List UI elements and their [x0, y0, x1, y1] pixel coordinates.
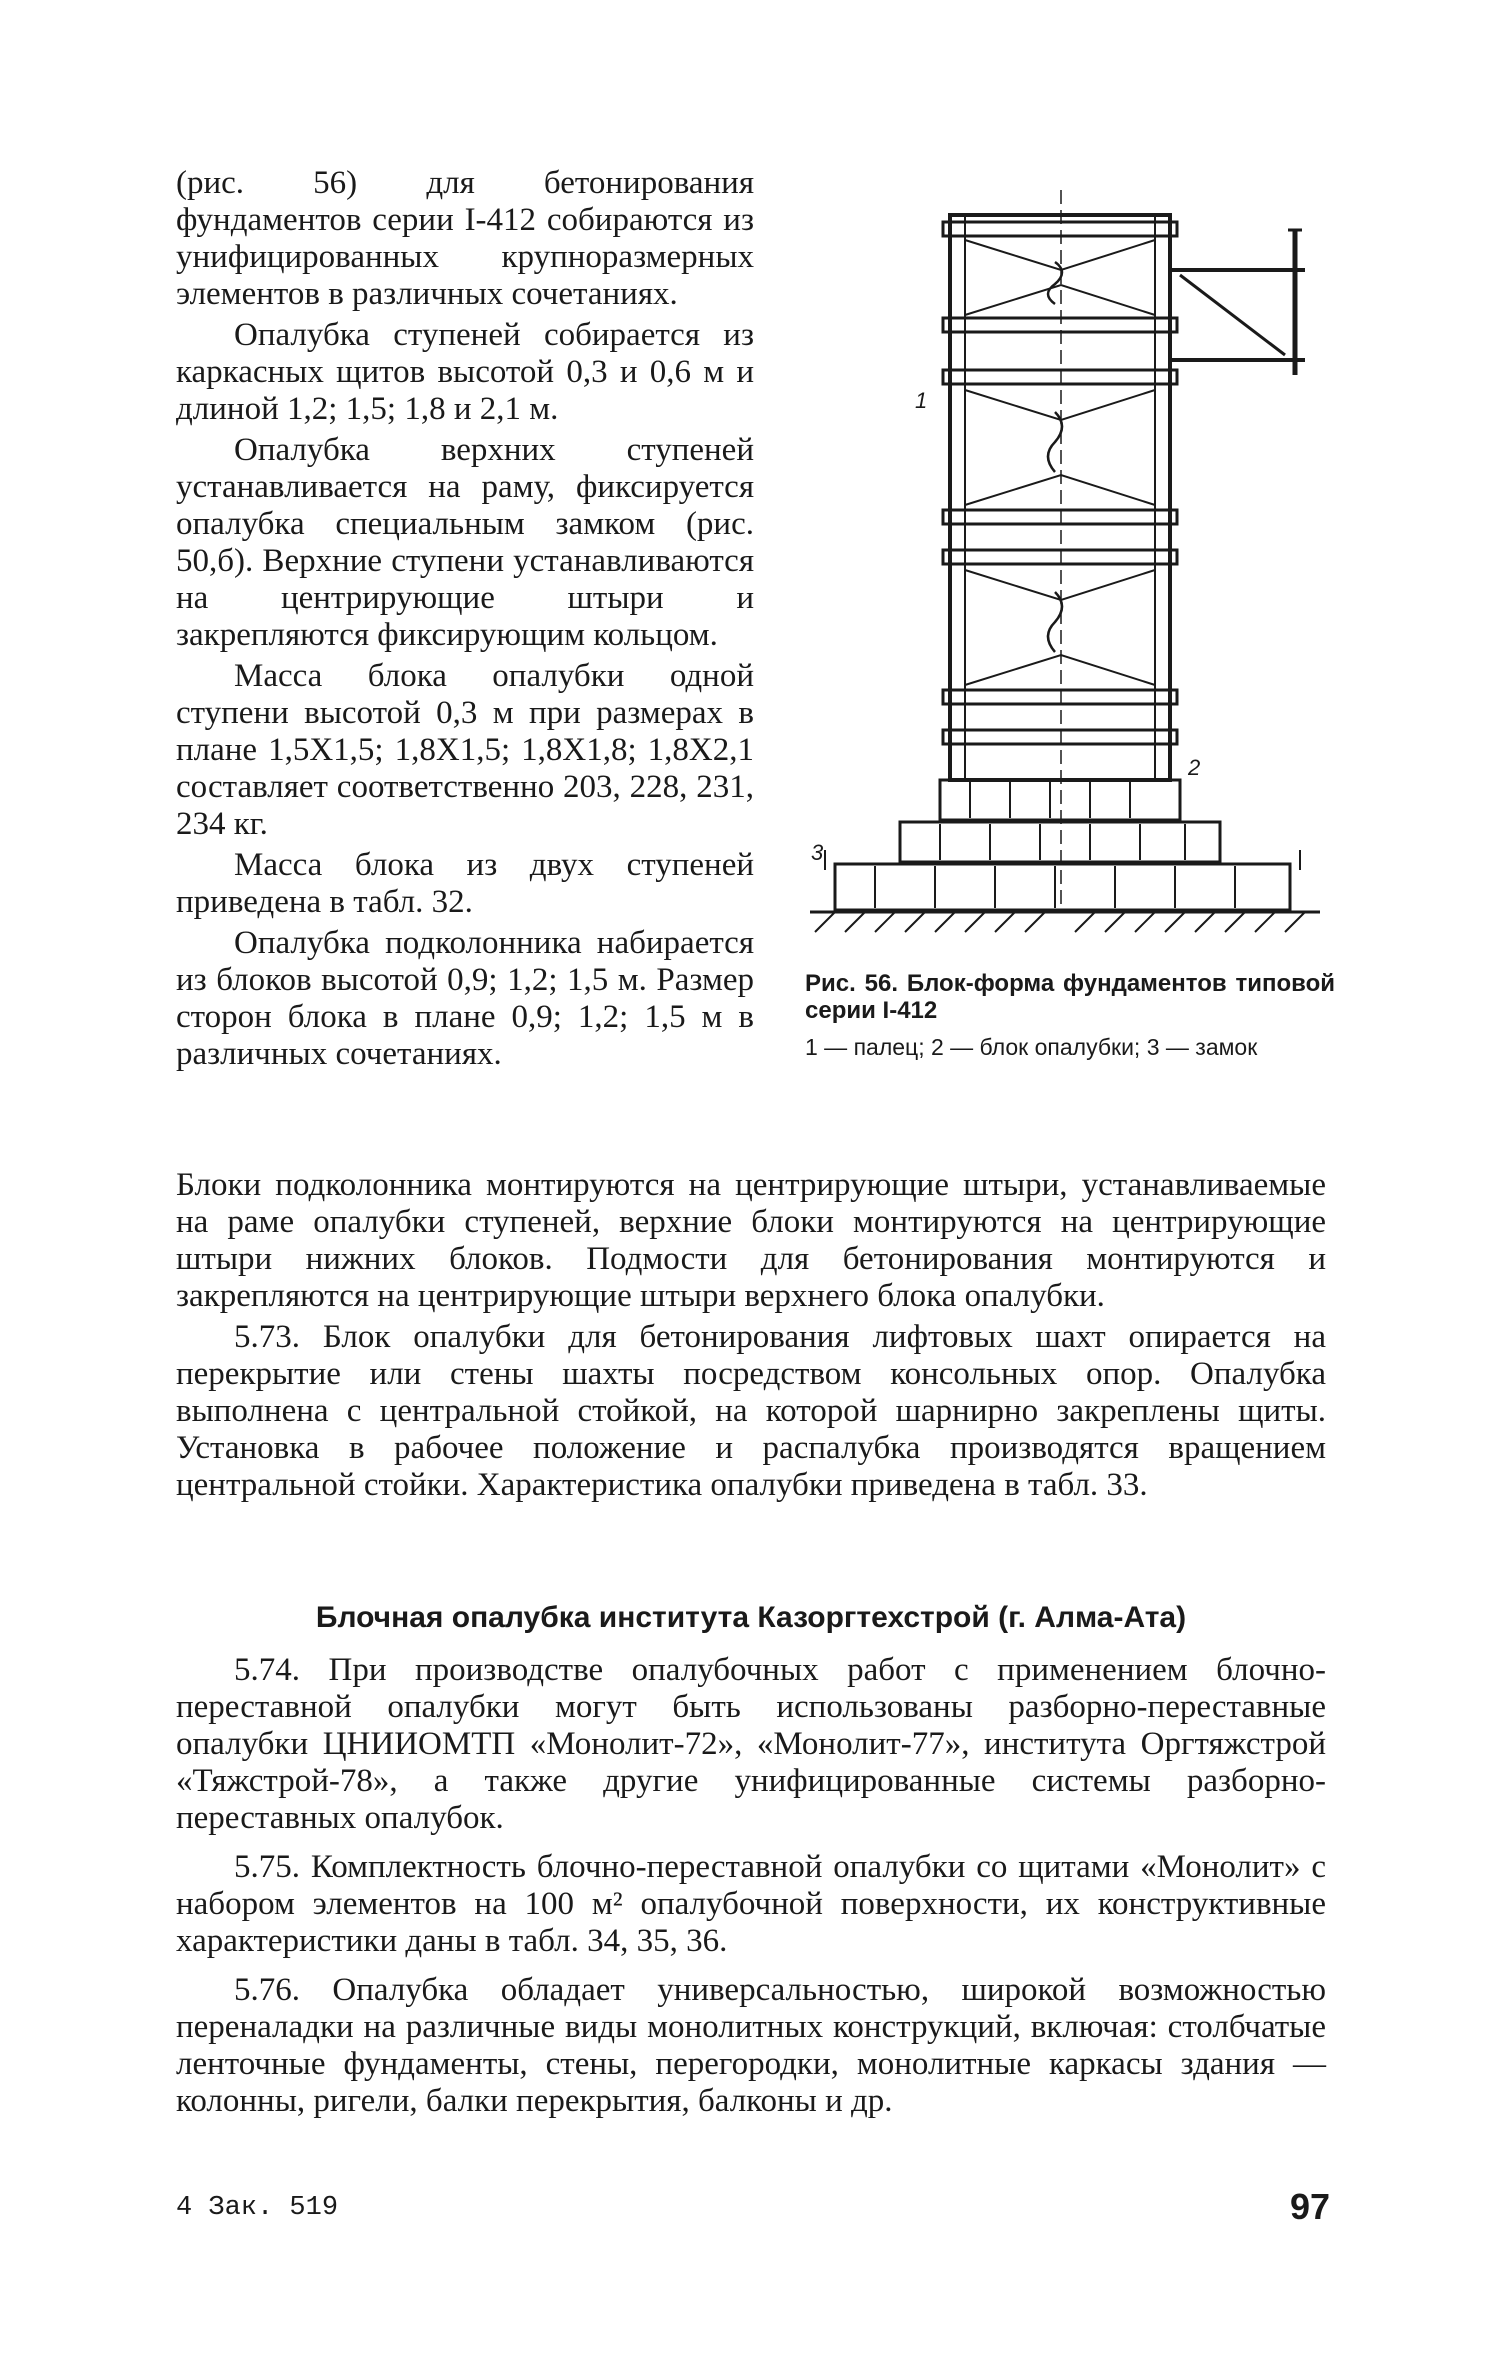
callout-1: 1 [915, 388, 928, 413]
order-note: 4 Зак. 519 [176, 2193, 339, 2223]
paragraph: Масса блока опалубки одной ступени высотой 0,3 м при размерах в плане 1,5Х1,5; 1,8Х1,5; 1,8Х1,8; 1,8Х2,1 составляет соответственно 203, 228, 231, 234 кг. [176, 658, 754, 842]
callout-3: 3 [811, 840, 824, 865]
body-text [176, 1167, 1326, 1504]
section-heading: Блочная опалубка института Казоргтехстрой (г. Алма-Ата) [315, 1601, 1187, 1634]
paragraph: 5.76. Опалубка обладает универсальностью, широкой возможностью переналадки на различные виды монолитных конструкций, включая: столбчатые ленточные фундаменты, стены, перегородки, монолитные каркасы здания — колонны, ригели, балки перекрытия, балконы и др. [176, 1972, 1326, 2119]
formwork-drawing [805, 170, 1325, 940]
page-number: 97 [1290, 2186, 1331, 2227]
paragraph: 5.75. Комплектность блочно-переставной опалубки со щитами «Монолит» с набором элементов на 100 м² опалубочной поверхности, их конструктивные характеристики даны в табл. 34, 35, 36. [176, 1849, 1326, 1959]
paragraph: Опалубка подколонника набирается из блоков высотой 0,9; 1,2; 1,5 м. Размер сторон блока в плане 0,9; 1,2; 1,5 м в различных сочетаниях. [176, 925, 754, 1072]
section-text [176, 1652, 1326, 2120]
paragraph: (рис. 56) для бетонирования фундаментов серии I-412 собираются из унифицированных крупноразмерных элементов в различных сочетаниях. [176, 165, 754, 312]
formwork-block-figure [805, 170, 1325, 940]
caption-legend: 1 — палец; 2 — блок опалубки; 3 — замок [805, 1034, 1258, 1060]
paragraph: Масса блока из двух ступеней приведена в табл. 32. [176, 847, 754, 920]
paragraph: 5.73. Блок опалубки для бетонирования лифтовых шахт опирается на перекрытие или стены шахты посредством консольных опор. Опалубка выполнена с центральной стойкой, на которой шарнирно закреплены щиты. Установка в рабочее положение и распалубка производятся вращением центральной стойки. Характеристика опалубки приведена в табл. 33. [176, 1319, 1326, 1503]
paragraph: 5.74. При производстве опалубочных работ с применением блочно-переставной опалубки могут быть использованы разборно-переставные опалубки ЦНИИОМТП «Монолит-72», «Монолит-77», института Оргтяжстрой «Тяжстрой-78», а также другие унифицированные системы разборно-переставных опалубок. [176, 1652, 1326, 1836]
caption-title: Рис. 56. Блок-форма фундаментов типовой серии I-412 [805, 970, 1335, 1024]
left-column-text [176, 165, 754, 1073]
paragraph: Блоки подколонника монтируются на центрирующие штыри, устанавливаемые на раме опалубки ступеней, верхние блоки монтируются на центрирующие штыри нижних блоков. Подмости для бетонирования монтируются и закрепляются на центрирующие штыри верхнего блока опалубки. [176, 1167, 1326, 1314]
paragraph: Опалубка верхних ступеней устанавливается на раму, фиксируется опалубка специальным замком (рис. 50,б). Верхние ступени устанавливаются на центрирующие штыри и закрепляются фиксирующим кольцом. [176, 432, 754, 653]
figure-caption [805, 970, 1335, 1061]
paragraph: Опалубка ступеней собирается из каркасных щитов высотой 0,3 и 0,6 м и длиной 1,2; 1,5; 1,8 и 2,1 м. [176, 317, 754, 427]
callout-2: 2 [1188, 755, 1201, 780]
